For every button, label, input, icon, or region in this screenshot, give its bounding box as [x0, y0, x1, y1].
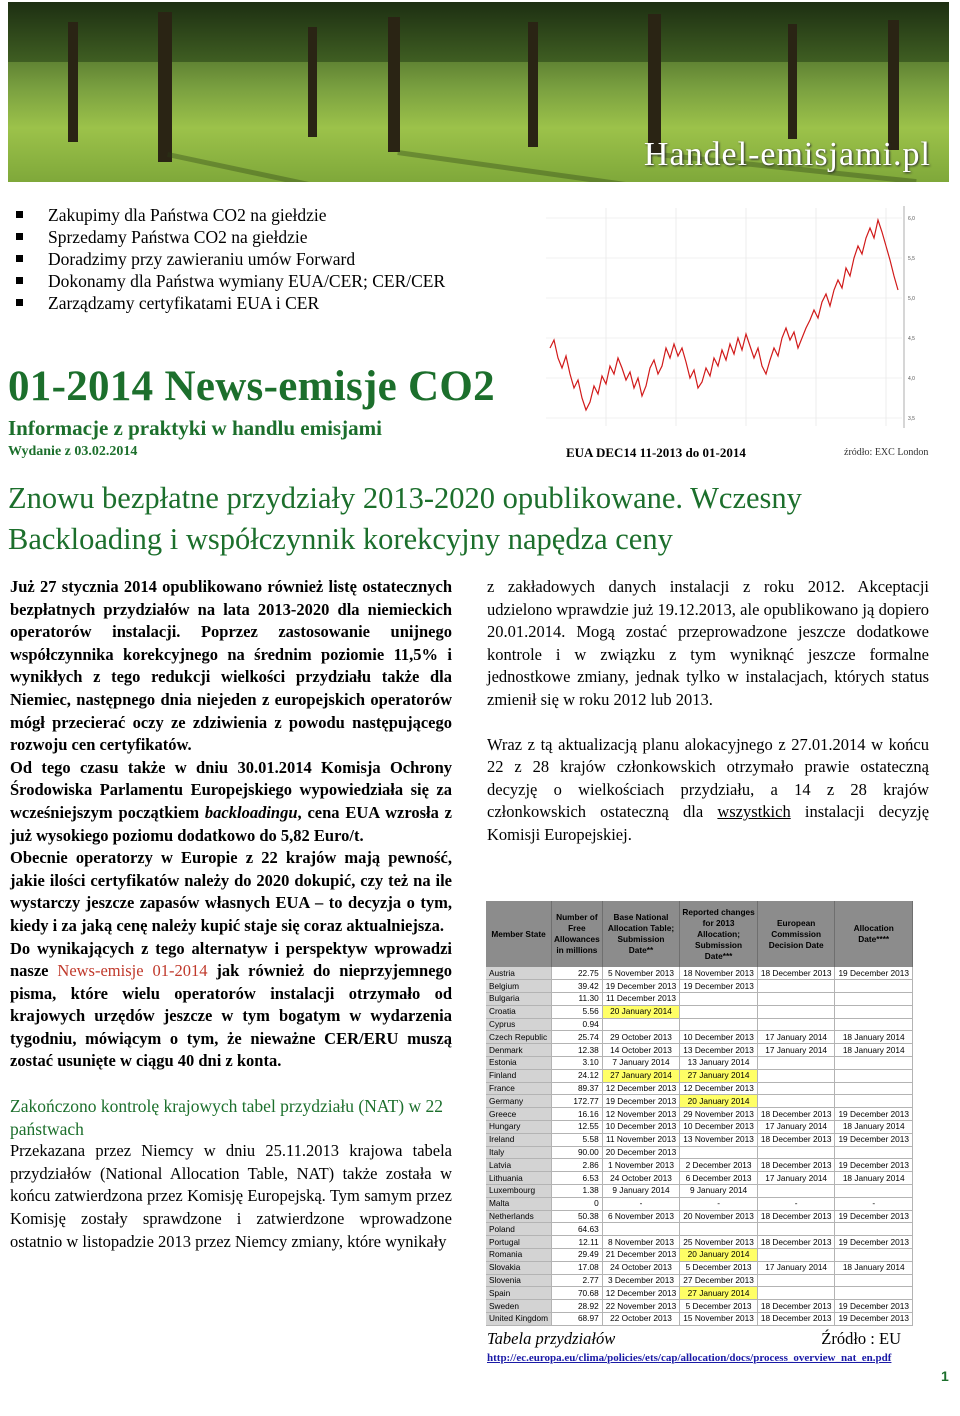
table-cell: 18 December 2013 [757, 1210, 835, 1223]
table-cell: 27 January 2014 [602, 1069, 680, 1082]
member-state-cell: Malta [486, 1197, 552, 1210]
svg-text:4,5: 4,5 [908, 336, 915, 342]
member-state-cell: Estonia [486, 1057, 552, 1070]
table-cell: 20 November 2013 [680, 1210, 758, 1223]
member-state-cell: Sweden [486, 1300, 552, 1313]
table-row [486, 1185, 913, 1198]
table-row [486, 1236, 913, 1249]
table-cell [835, 1095, 913, 1108]
table-cell: 12 December 2013 [680, 1082, 758, 1095]
table-cell: 9 January 2014 [680, 1185, 758, 1198]
paragraph: Od tego czasu także w dniu 30.01.2014 Komisja Ochrony Środowiska Parlamentu Europejskiego wypowiedziała się za wcześniejszym początkiem backloadingu, cena EUA wzrosła z już wysokiego poziomu dodatkowo do 5,82 Euro/t. [10, 757, 453, 845]
table-row [486, 1249, 913, 1262]
column-header: Base National Allocation Table; Submission Date** [602, 901, 680, 967]
paragraph: z zakładowych danych instalacji z roku 2012. Akceptacji udzielono wprawdzie już 19.12.2013, ale opublikowano ją dopiero 20.01.2014. Mogą zostać przeprowadzone jeszcze dodatkowe kontrole i w związku z tym wyniknąć jeszcze formalne jednostkowe zmiany, jednak tylko w instalacjach, których status zmienił się w roku 2012 lub 2013. [487, 577, 929, 709]
table-cell: 7 January 2014 [602, 1057, 680, 1070]
table-row [486, 1069, 913, 1082]
table-cell [680, 993, 758, 1006]
table-cell: 11 November 2013 [602, 1133, 680, 1146]
chart-caption: EUA DEC14 11-2013 do 01-2014 [566, 445, 746, 460]
table-row [486, 1005, 913, 1018]
table-cell: 12.11 [552, 1236, 603, 1249]
table-cell: 27 January 2014 [680, 1287, 758, 1300]
table-cell: - [602, 1197, 680, 1210]
table-row [486, 1082, 913, 1095]
table-cell [835, 1287, 913, 1300]
table-cell: 89.37 [552, 1082, 603, 1095]
allocation-table [486, 901, 913, 1326]
table-cell: 68.97 [552, 1313, 603, 1326]
table-cell: 22 November 2013 [602, 1300, 680, 1313]
table-cell: 17 January 2014 [757, 1044, 835, 1057]
table-cell: 19 December 2013 [835, 1313, 913, 1326]
header-photo [8, 2, 949, 182]
table-cell: 24 October 2013 [602, 1172, 680, 1185]
forest-canopy [8, 2, 949, 62]
table-cell: 5 December 2013 [680, 1261, 758, 1274]
member-state-cell: Bulgaria [486, 993, 552, 1006]
member-state-cell: Ireland [486, 1133, 552, 1146]
table-row [486, 1044, 913, 1057]
eua-price-chart [546, 198, 932, 430]
list-item: Doradzimy przy zawieraniu umów Forward [14, 248, 534, 270]
edition-date: Wydanie z 03.02.2014 [8, 444, 138, 459]
table-cell [835, 1057, 913, 1070]
member-state-cell: Spain [486, 1287, 552, 1300]
table-cell: 1 November 2013 [602, 1159, 680, 1172]
member-state-cell: France [486, 1082, 552, 1095]
table-row [486, 993, 913, 1006]
paragraph: Do wynikających z tego alternatyw i perspektyw wprowadzi nasze News-emisje 01-2014 jak również do nieprzyjemnego pisma, które wielu operatorów instalacji otrzymało od krajowych urzędów jeszcze w tym bogatym w wydarzenia tygodniu, mówiącym o tym, że nieważne CER/ERU muszą zostać usunięte w ciągu 40 dni z konta. [10, 938, 453, 1071]
table-cell: - [835, 1197, 913, 1210]
table-cell: 14 October 2013 [602, 1044, 680, 1057]
table-cell [835, 1249, 913, 1262]
table-cell: 10 December 2013 [680, 1031, 758, 1044]
table-cell: 6 November 2013 [602, 1210, 680, 1223]
table-cell: 11.30 [552, 993, 603, 1006]
table-cell: 70.68 [552, 1287, 603, 1300]
paragraph-text: Poprzez zastosowanie unijnego współczynnika korekcyjnego na średnim poziomie 11,5% i wynikłych z tego redukcji wielkości przydziału także dla Niemiec, następnego dnia niejeden z europejskich operatorów mógł przecierać oczy ze zdziwienia z powodu następującego rozwoju cen certyfikatów. [10, 622, 452, 755]
spacer [487, 712, 929, 734]
member-state-cell: Greece [486, 1108, 552, 1121]
section-title: Zakończono kontrolę krajowych tabel przydziału (NAT) w 22 państwach [10, 1096, 443, 1139]
table-cell: 12.55 [552, 1121, 603, 1134]
table-cell: 12 December 2013 [602, 1287, 680, 1300]
table-cell [757, 1146, 835, 1159]
member-state-cell: United Kingdom [486, 1313, 552, 1326]
table-cell: 18 December 2013 [757, 1108, 835, 1121]
table-row [486, 1146, 913, 1159]
table-cell [680, 1223, 758, 1236]
table-row [486, 1210, 913, 1223]
table-cell: 2.86 [552, 1159, 603, 1172]
member-state-cell: Slovakia [486, 1261, 552, 1274]
table-cell [680, 1005, 758, 1018]
table-row [486, 1274, 913, 1287]
bullet-square-icon [16, 277, 23, 284]
svg-text:3,5: 3,5 [908, 416, 915, 422]
table-cell: 29.49 [552, 1249, 603, 1262]
table-cell: 5.56 [552, 1005, 603, 1018]
newsletter-title: 01-2014 News-emisje CO2 [8, 363, 495, 410]
column-header: Member State [486, 901, 552, 967]
table-cell [835, 1005, 913, 1018]
table-cell: 13 January 2014 [680, 1057, 758, 1070]
table-cell: 64.63 [552, 1223, 603, 1236]
table-cell: 10 December 2013 [680, 1121, 758, 1134]
table-cell: 18 December 2013 [757, 967, 835, 980]
table-cell [757, 1005, 835, 1018]
table-row [486, 980, 913, 993]
table-cell: 21 December 2013 [602, 1249, 680, 1262]
spacer [10, 1073, 452, 1095]
table-cell: 2.77 [552, 1274, 603, 1287]
table-cell: 19 December 2013 [602, 1095, 680, 1108]
table-cell: 17.08 [552, 1261, 603, 1274]
tree-trunk [68, 22, 78, 142]
table-cell: 20 January 2014 [680, 1095, 758, 1108]
bullet-square-icon [16, 255, 23, 262]
table-row [486, 1300, 913, 1313]
table-cell: 18 December 2013 [757, 1236, 835, 1249]
table-row [486, 1018, 913, 1031]
table-cell [757, 1069, 835, 1082]
member-state-cell: Croatia [486, 1005, 552, 1018]
table-cell: 9 January 2014 [602, 1185, 680, 1198]
table-cell [757, 1082, 835, 1095]
tree-trunk [888, 20, 899, 150]
table-row [486, 1261, 913, 1274]
bullet-square-icon [16, 233, 23, 240]
member-state-cell: Slovenia [486, 1274, 552, 1287]
source-url-link[interactable]: http://ec.europa.eu/clima/policies/ets/cap/allocation/docs/process_overview_nat_en.pdf [487, 1352, 892, 1364]
table-cell [835, 993, 913, 1006]
table-cell [757, 1018, 835, 1031]
table-cell: 27 January 2014 [680, 1069, 758, 1082]
list-item: Dokonamy dla Państwa wymiany EUA/CER; CER/CER [14, 270, 534, 292]
column-header: European Commission Decision Date [757, 901, 835, 967]
table-row [486, 967, 913, 980]
member-state-cell: Finland [486, 1069, 552, 1082]
table-cell [835, 1223, 913, 1236]
member-state-cell: Denmark [486, 1044, 552, 1057]
table-cell: 29 October 2013 [602, 1031, 680, 1044]
member-state-cell: Belgium [486, 980, 552, 993]
table-row [486, 1159, 913, 1172]
table-cell [757, 993, 835, 1006]
table-cell: 19 December 2013 [835, 1159, 913, 1172]
member-state-cell: Luxembourg [486, 1185, 552, 1198]
table-cell [835, 1069, 913, 1082]
table-cell: 19 December 2013 [835, 967, 913, 980]
table-cell [757, 1287, 835, 1300]
table-cell: 25.74 [552, 1031, 603, 1044]
table-cell: 18 December 2013 [757, 1300, 835, 1313]
brand-logo: Handel-emisjami.pl [643, 136, 931, 173]
tree-trunk [388, 17, 400, 152]
table-cell [835, 1274, 913, 1287]
member-state-cell: Italy [486, 1146, 552, 1159]
page-number: 1 [941, 1368, 949, 1384]
table-cell: 28.92 [552, 1300, 603, 1313]
table-cell: 18 January 2014 [835, 1031, 913, 1044]
table-cell: 39.42 [552, 980, 603, 993]
newsletter-subtitle: Informacje z praktyki w handlu emisjami [8, 416, 382, 440]
table-cell: 20 December 2013 [602, 1146, 680, 1159]
allocation-table-body [486, 967, 913, 1325]
table-cell: 25 November 2013 [680, 1236, 758, 1249]
tree-shadow [167, 152, 422, 182]
column-header: Allocation Date**** [835, 901, 913, 967]
member-state-cell: Czech Republic [486, 1031, 552, 1044]
table-row [486, 1287, 913, 1300]
table-cell: 90.00 [552, 1146, 603, 1159]
table-cell: 3 December 2013 [602, 1274, 680, 1287]
table-cell: 17 January 2014 [757, 1261, 835, 1274]
table-cell: 18 December 2013 [757, 1159, 835, 1172]
tree-trunk [158, 12, 172, 162]
table-cell: 0.94 [552, 1018, 603, 1031]
table-cell: 17 January 2014 [757, 1172, 835, 1185]
table-cell [835, 1018, 913, 1031]
member-state-cell: Netherlands [486, 1210, 552, 1223]
table-cell: 17 January 2014 [757, 1031, 835, 1044]
table-row [486, 1133, 913, 1146]
table-row [486, 1031, 913, 1044]
table-cell: - [680, 1197, 758, 1210]
member-state-cell: Latvia [486, 1159, 552, 1172]
table-cell: 29 November 2013 [680, 1108, 758, 1121]
table-cell: 19 December 2013 [835, 1300, 913, 1313]
table-cell: 22 October 2013 [602, 1313, 680, 1326]
table-cell: 5 November 2013 [602, 967, 680, 980]
table-cell: 18 January 2014 [835, 1044, 913, 1057]
table-cell: 12 December 2013 [602, 1082, 680, 1095]
table-caption [487, 1329, 901, 1349]
table-cell: 19 December 2013 [835, 1133, 913, 1146]
table-cell: 18 November 2013 [680, 967, 758, 980]
table-cell [757, 980, 835, 993]
list-item: Zarządzamy certyfikatami EUA i CER [14, 292, 534, 314]
table-cell [680, 1146, 758, 1159]
svg-text:5,5: 5,5 [908, 256, 915, 262]
table-cell: 12 November 2013 [602, 1108, 680, 1121]
table-cell: 1.38 [552, 1185, 603, 1198]
table-row [486, 1095, 913, 1108]
table-cell: 13 November 2013 [680, 1133, 758, 1146]
table-cell: 18 December 2013 [757, 1313, 835, 1326]
tree-trunk [648, 14, 661, 154]
article-headline: Znowu bezpłatne przydziały 2013-2020 opublikowane. Wczesny Backloading i współczynnik korekcyjny napędza ceny [8, 481, 802, 556]
member-state-cell: Hungary [486, 1121, 552, 1134]
table-cell: 18 January 2014 [835, 1172, 913, 1185]
table-row [486, 1197, 913, 1210]
lead-text: Już 27 stycznia 2014 opublikowano również listę ostatecznych bezpłatnych przydziałów na lata 2013-2020 dla niemieckich operatorów instalacji. [10, 577, 452, 642]
table-cell [757, 1095, 835, 1108]
table-row [486, 1108, 913, 1121]
paragraph: Wraz z tą aktualizacją planu alokacyjnego z 27.01.2014 w końcu 22 z 28 krajów członkowskich otrzymało prawie ostateczną decyzję o wielkościach przydziału, a 14 z 28 krajów członkowskich ostateczną dla wszystkich instalacji decyzję Komisji Europejskiej. [487, 734, 930, 844]
table-caption-source: Źródło : EU [821, 1329, 901, 1348]
member-state-cell: Germany [486, 1095, 552, 1108]
svg-text:6,0: 6,0 [908, 216, 915, 222]
table-row [486, 1057, 913, 1070]
table-cell: 3.10 [552, 1057, 603, 1070]
table-cell [835, 1185, 913, 1198]
left-column [10, 576, 452, 1253]
table-cell [757, 1274, 835, 1287]
table-cell: 18 December 2013 [757, 1133, 835, 1146]
table-cell: 19 December 2013 [835, 1108, 913, 1121]
table-cell: 20 January 2014 [680, 1249, 758, 1262]
bullet-square-icon [16, 299, 23, 306]
table-cell [680, 1018, 758, 1031]
underlined-word: wszystkich [717, 802, 791, 822]
table-cell: 18 January 2014 [835, 1261, 913, 1274]
table-cell: 24 October 2013 [602, 1261, 680, 1274]
table-cell: 18 January 2014 [835, 1121, 913, 1134]
tree-trunk [308, 27, 317, 137]
table-cell: 5 December 2013 [680, 1300, 758, 1313]
table-cell: 19 December 2013 [680, 980, 758, 993]
paragraph: Przekazana przez Niemcy w dniu 25.11.2013 krajowa tabela przydziałów (National Allocation Table, NAT) także została w końcu zatwierdzona przez Komisję Europejską. Tym samym przez Komisję zostały sprawdzone i zatwierdzone wprowadzone ostatnio w listopadzie 2013 przez Niemcy zmiany, które wynikały [10, 1141, 452, 1251]
table-cell: 0 [552, 1197, 603, 1210]
table-cell [602, 1018, 680, 1031]
table-cell: 17 January 2014 [757, 1121, 835, 1134]
newsletter-link[interactable]: News-emisje 01-2014 [57, 961, 208, 981]
table-row [486, 1313, 913, 1326]
table-cell: 24.12 [552, 1069, 603, 1082]
tree-trunk [528, 22, 538, 147]
member-state-cell: Poland [486, 1223, 552, 1236]
table-cell [757, 1185, 835, 1198]
table-cell [835, 980, 913, 993]
table-cell: 6.53 [552, 1172, 603, 1185]
paragraph: Obecnie operatorzy w Europie z 22 krajów mają pewność, jakie ilości certyfikatów należy do 2020 dokupić, czy też na ile wystarczy jeszcze zapasów własnych EUA – to decyzja o tym, kiedy i za jaką cenę należy kupić staje się coraz aktualniejsza. [10, 848, 452, 935]
table-cell: 172.77 [552, 1095, 603, 1108]
table-cell: 2 December 2013 [680, 1159, 758, 1172]
table-cell: - [757, 1197, 835, 1210]
svg-text:4,0: 4,0 [908, 376, 915, 382]
table-cell: 6 December 2013 [680, 1172, 758, 1185]
table-row [486, 1172, 913, 1185]
table-cell: 13 December 2013 [680, 1044, 758, 1057]
table-cell: 50.38 [552, 1210, 603, 1223]
table-cell [757, 1249, 835, 1262]
bullet-square-icon [16, 211, 23, 218]
column-header: Number of Free Allowances in millions [552, 901, 603, 967]
table-cell: 10 December 2013 [602, 1121, 680, 1134]
table-cell: 19 December 2013 [835, 1210, 913, 1223]
table-cell: 22.75 [552, 967, 603, 980]
services-list [14, 204, 534, 314]
italic-term: backloadingu [204, 802, 298, 822]
table-cell: 16.16 [552, 1108, 603, 1121]
table-cell [602, 1223, 680, 1236]
table-header-row [486, 901, 913, 967]
table-cell: 5.58 [552, 1133, 603, 1146]
table-row [486, 1121, 913, 1134]
table-cell [757, 1223, 835, 1236]
paragraph [10, 576, 452, 757]
table-cell: 12.38 [552, 1044, 603, 1057]
table-cell [835, 1146, 913, 1159]
member-state-cell: Romania [486, 1249, 552, 1262]
right-column [487, 576, 929, 847]
column-header: Reported changes for 2013 Allocation; Submission Date*** [680, 901, 758, 967]
table-cell: 8 November 2013 [602, 1236, 680, 1249]
tree-trunk [788, 24, 797, 139]
table-cell [835, 1082, 913, 1095]
list-item: Sprzedamy Państwa CO2 na giełdzie [14, 226, 534, 248]
member-state-cell: Portugal [486, 1236, 552, 1249]
member-state-cell: Cyprus [486, 1018, 552, 1031]
price-chart-image [546, 198, 932, 430]
table-cell: 15 November 2013 [680, 1313, 758, 1326]
table-caption-label: Tabela przydziałów [487, 1329, 616, 1348]
member-state-cell: Austria [486, 967, 552, 980]
table-cell: 20 January 2014 [602, 1005, 680, 1018]
table-cell [757, 1057, 835, 1070]
list-item: Zakupimy dla Państwa CO2 na giełdzie [14, 204, 534, 226]
table-cell: 19 December 2013 [835, 1236, 913, 1249]
member-state-cell: Lithuania [486, 1172, 552, 1185]
table-row [486, 1223, 913, 1236]
chart-source: źródło: EXC London [844, 447, 929, 458]
table-cell: 11 December 2013 [602, 993, 680, 1006]
table-cell: 27 December 2013 [680, 1274, 758, 1287]
table-cell: 19 December 2013 [602, 980, 680, 993]
svg-text:5,0: 5,0 [908, 296, 915, 302]
